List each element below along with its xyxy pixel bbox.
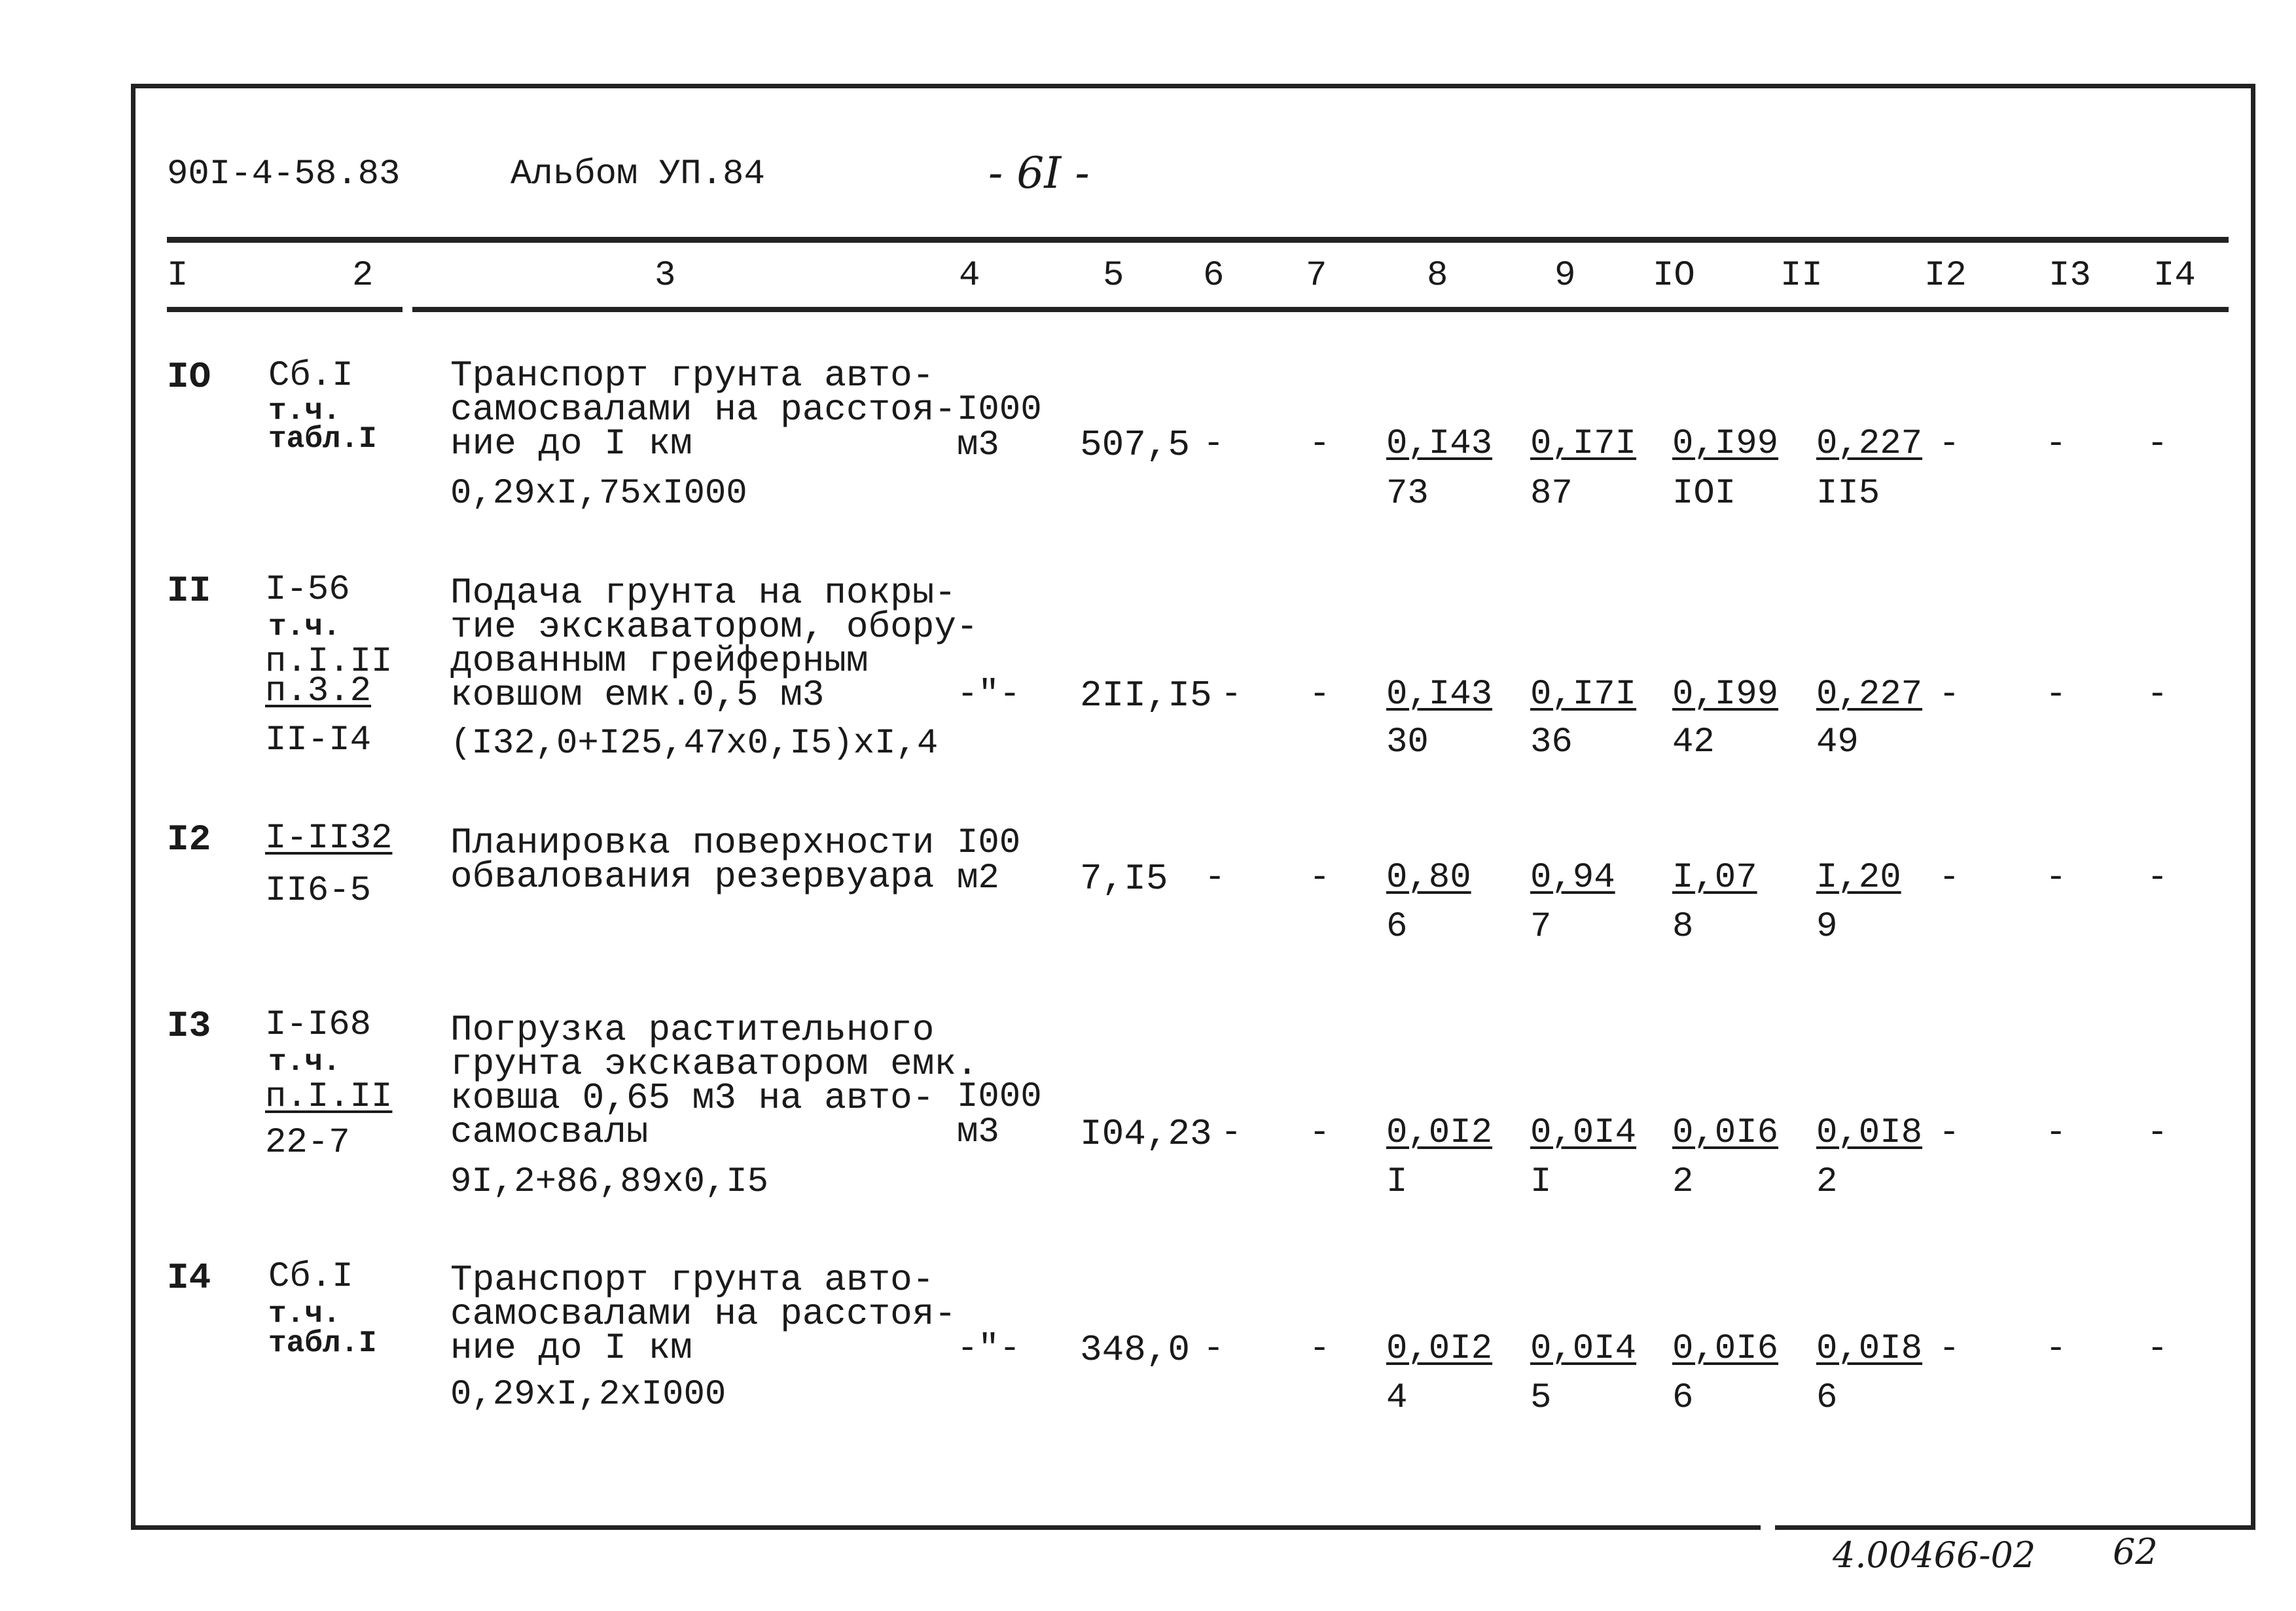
col8-rate: 0,0I2 bbox=[1386, 1113, 1493, 1153]
col12-value: - bbox=[1939, 1329, 1960, 1369]
col14-value: - bbox=[2147, 675, 2168, 715]
col8-rate: 0,80 bbox=[1386, 858, 1471, 898]
col10-rate: 0,I99 bbox=[1672, 675, 1779, 715]
col9-amount: 36 bbox=[1530, 722, 1573, 762]
row-number: II bbox=[167, 570, 211, 612]
col10-rate: 0,0I6 bbox=[1672, 1329, 1779, 1369]
unit: I00 м2 bbox=[957, 823, 1021, 898]
col6-value: - bbox=[1221, 1113, 1242, 1153]
col13-value: - bbox=[2045, 858, 2067, 898]
col11-amount: 49 bbox=[1816, 722, 1859, 762]
formula: 0,29xI,2xI000 bbox=[450, 1375, 726, 1415]
page-number: - 6I - bbox=[988, 148, 1090, 198]
col6-value: - bbox=[1203, 1329, 1225, 1369]
row-number: IO bbox=[167, 356, 211, 398]
col10-rate: 0,0I6 bbox=[1672, 1113, 1779, 1153]
col7-value: - bbox=[1309, 675, 1331, 715]
col-num-9: 9 bbox=[1554, 256, 1576, 296]
col10-amount: IOI bbox=[1672, 474, 1736, 514]
col11-rate: 0,227 bbox=[1816, 675, 1923, 715]
col8-amount: 30 bbox=[1386, 722, 1429, 762]
stamp-code: 4.00466-02 bbox=[1833, 1534, 2036, 1576]
unit: -"- bbox=[957, 1329, 1021, 1369]
row-number: I2 bbox=[167, 819, 211, 860]
ref-line: Сб.I bbox=[268, 1257, 353, 1297]
work-description: Погрузка растительного грунта экскаватором емк. ковша 0,65 м3 на авто- самосвалы bbox=[450, 1009, 978, 1153]
col14-value: - bbox=[2147, 424, 2168, 464]
unit: I000 м3 bbox=[957, 1077, 1042, 1152]
ref-line: II6-5 bbox=[265, 871, 372, 911]
quantity: 7,I5 bbox=[1080, 858, 1168, 900]
col13-value: - bbox=[2045, 1329, 2067, 1369]
col9-amount: I bbox=[1530, 1162, 1552, 1202]
ref-line: I-II32 bbox=[265, 819, 393, 859]
col-num-7: 7 bbox=[1306, 256, 1327, 296]
col11-rate: 0,0I8 bbox=[1816, 1329, 1923, 1369]
work-description: Транспорт грунта авто- самосвалами на расстоя- ние до I км bbox=[450, 1259, 956, 1369]
ref-line: т.ч. bbox=[268, 394, 341, 428]
col8-rate: 0,I43 bbox=[1386, 675, 1493, 715]
col6-value: - bbox=[1204, 858, 1226, 898]
col11-amount: II5 bbox=[1816, 474, 1880, 514]
col11-rate: I,20 bbox=[1816, 858, 1901, 898]
col12-value: - bbox=[1939, 424, 1960, 464]
formula: 9I,2+86,89x0,I5 bbox=[450, 1162, 769, 1202]
col12-value: - bbox=[1939, 858, 1960, 898]
col10-amount: 2 bbox=[1672, 1162, 1694, 1202]
col10-rate: 0,I99 bbox=[1672, 424, 1779, 464]
ref-line: т.ч. bbox=[268, 1297, 341, 1331]
col11-rate: 0,0I8 bbox=[1816, 1113, 1923, 1153]
ref-line: Сб.I bbox=[268, 356, 353, 396]
col11-amount: 6 bbox=[1816, 1378, 1838, 1418]
col9-amount: 5 bbox=[1530, 1378, 1552, 1418]
quantity: 2II,I5 bbox=[1080, 675, 1212, 717]
col11-rate: 0,227 bbox=[1816, 424, 1923, 464]
col-num-3: 3 bbox=[655, 256, 676, 296]
col-num-12: I2 bbox=[1924, 256, 1967, 296]
page-frame bbox=[131, 84, 2255, 1530]
col-num-6: 6 bbox=[1203, 256, 1225, 296]
quantity: 507,5 bbox=[1080, 424, 1191, 466]
sheet-number: 62 bbox=[2113, 1531, 2158, 1572]
ref-line: табл.I bbox=[268, 1326, 377, 1360]
col7-value: - bbox=[1309, 1329, 1331, 1369]
col-num-5: 5 bbox=[1103, 256, 1124, 296]
table-top-rule bbox=[167, 237, 2229, 243]
frame-gap bbox=[1761, 1525, 1775, 1535]
col8-rate: 0,0I2 bbox=[1386, 1329, 1493, 1369]
work-description: Подача грунта на покры- тие экскаватором, обору- дованным грейферным ковшом емк.0,5 м3 bbox=[450, 572, 978, 716]
col9-rate: 0,I7I bbox=[1530, 424, 1637, 464]
ref-line: т.ч. bbox=[268, 610, 341, 644]
col12-value: - bbox=[1939, 1113, 1960, 1153]
unit: -"- bbox=[957, 675, 1021, 715]
col14-value: - bbox=[2147, 1113, 2168, 1153]
col10-amount: 42 bbox=[1672, 722, 1715, 762]
col8-rate: 0,I43 bbox=[1386, 424, 1493, 464]
col8-amount: 6 bbox=[1386, 907, 1408, 947]
col-num-10: IO bbox=[1653, 256, 1695, 296]
row-number: I4 bbox=[167, 1257, 211, 1299]
col11-amount: 2 bbox=[1816, 1162, 1838, 1202]
col-num-13: I3 bbox=[2049, 256, 2091, 296]
col7-value: - bbox=[1309, 424, 1331, 464]
col10-rate: I,07 bbox=[1672, 858, 1757, 898]
col9-rate: 0,I7I bbox=[1530, 675, 1637, 715]
col9-rate: 0,0I4 bbox=[1530, 1113, 1637, 1153]
table-header-rule-left bbox=[167, 307, 403, 312]
col9-rate: 0,94 bbox=[1530, 858, 1615, 898]
col6-value: - bbox=[1203, 424, 1225, 464]
col12-value: - bbox=[1939, 675, 1960, 715]
ref-line: табл.I bbox=[268, 422, 377, 456]
col6-value: - bbox=[1221, 675, 1242, 715]
col-num-11: II bbox=[1780, 256, 1823, 296]
col7-value: - bbox=[1309, 858, 1331, 898]
doc-code: 90I-4-58.83 bbox=[167, 154, 401, 194]
ref-line: п.3.2 bbox=[265, 671, 372, 711]
col-num-4: 4 bbox=[959, 256, 980, 296]
work-description: Планировка поверхности обвалования резервуара bbox=[450, 822, 935, 898]
formula: (I32,0+I25,47x0,I5)xI,4 bbox=[450, 724, 939, 764]
ref-line: 22-7 bbox=[265, 1123, 350, 1163]
col9-amount: 7 bbox=[1530, 907, 1552, 947]
col14-value: - bbox=[2147, 858, 2168, 898]
col8-amount: 4 bbox=[1386, 1378, 1408, 1418]
col8-amount: 73 bbox=[1386, 474, 1429, 514]
ref-line: I-I68 bbox=[265, 1005, 372, 1045]
work-description: Транспорт грунта авто- самосвалами на расстоя- ние до I км bbox=[450, 355, 956, 465]
table-header-rule-right bbox=[412, 307, 2229, 312]
col14-value: - bbox=[2147, 1329, 2168, 1369]
col13-value: - bbox=[2045, 424, 2067, 464]
col-num-14: I4 bbox=[2153, 256, 2196, 296]
col-num-1: I bbox=[167, 256, 188, 296]
col11-amount: 9 bbox=[1816, 907, 1838, 947]
ref-line: п.I.II bbox=[265, 1077, 393, 1117]
ref-line: I-56 bbox=[265, 570, 350, 610]
col7-value: - bbox=[1309, 1113, 1331, 1153]
album-title: Альбом УП.84 bbox=[511, 154, 765, 194]
ref-line: п.I.II bbox=[265, 642, 393, 682]
quantity: 348,0 bbox=[1080, 1329, 1191, 1371]
col13-value: - bbox=[2045, 1113, 2067, 1153]
row-number: I3 bbox=[167, 1005, 211, 1047]
col9-rate: 0,0I4 bbox=[1530, 1329, 1637, 1369]
col10-amount: 6 bbox=[1672, 1378, 1694, 1418]
ref-line: т.ч. bbox=[268, 1045, 341, 1079]
col10-amount: 8 bbox=[1672, 907, 1694, 947]
formula: 0,29xI,75xI000 bbox=[450, 474, 747, 514]
ref-line: II-I4 bbox=[265, 720, 372, 760]
col-num-8: 8 bbox=[1427, 256, 1448, 296]
unit: I000 м3 bbox=[957, 390, 1042, 465]
col8-amount: I bbox=[1386, 1162, 1408, 1202]
col9-amount: 87 bbox=[1530, 474, 1573, 514]
quantity: I04,23 bbox=[1080, 1113, 1212, 1155]
col-num-2: 2 bbox=[352, 256, 374, 296]
col13-value: - bbox=[2045, 675, 2067, 715]
